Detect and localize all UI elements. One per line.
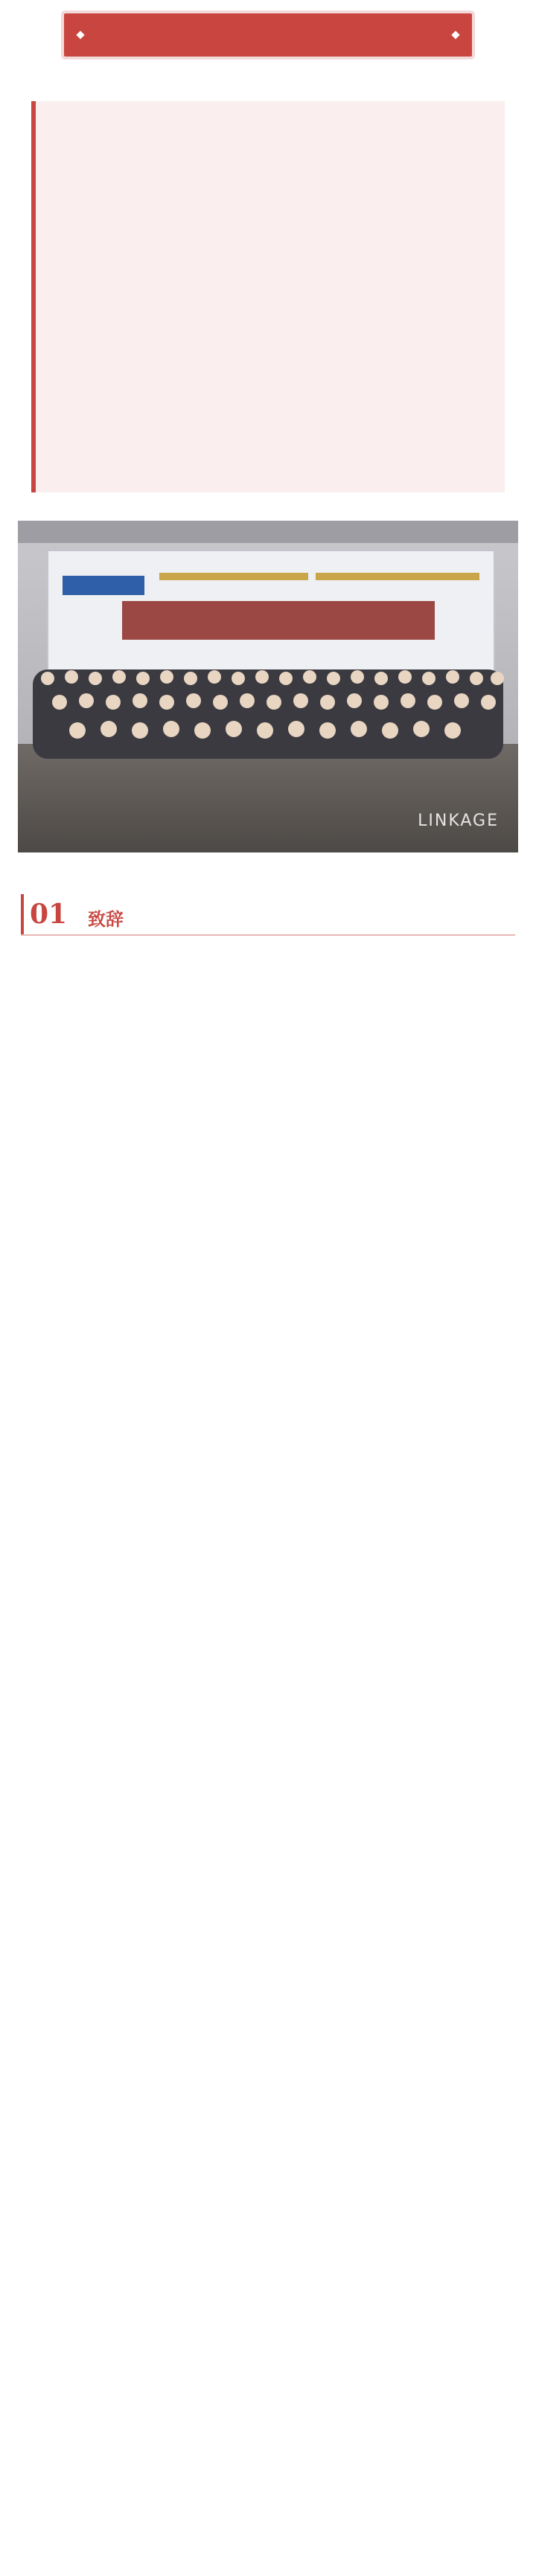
section-header: [21, 894, 515, 939]
body-paragraph-4: [45, 2169, 491, 2556]
body-paragraph-3: [45, 1767, 491, 2132]
photo-credit: LINKAGE: [418, 812, 499, 830]
section-tab: [21, 894, 24, 936]
body-paragraph-1: [45, 979, 491, 1395]
diamond-left-icon: [76, 30, 84, 39]
group-photo: [18, 521, 518, 852]
group-photo-image: [18, 521, 518, 852]
section-number: 01: [30, 899, 68, 930]
section-title: 致辞: [88, 909, 124, 930]
title-banner: [64, 13, 472, 57]
diamond-right-icon: [451, 30, 459, 39]
page-title: [261, 26, 275, 44]
intro-box: [31, 101, 505, 492]
body-paragraph-2: [45, 1433, 491, 1730]
header-band: [0, 0, 536, 74]
section-divider: [21, 934, 515, 936]
